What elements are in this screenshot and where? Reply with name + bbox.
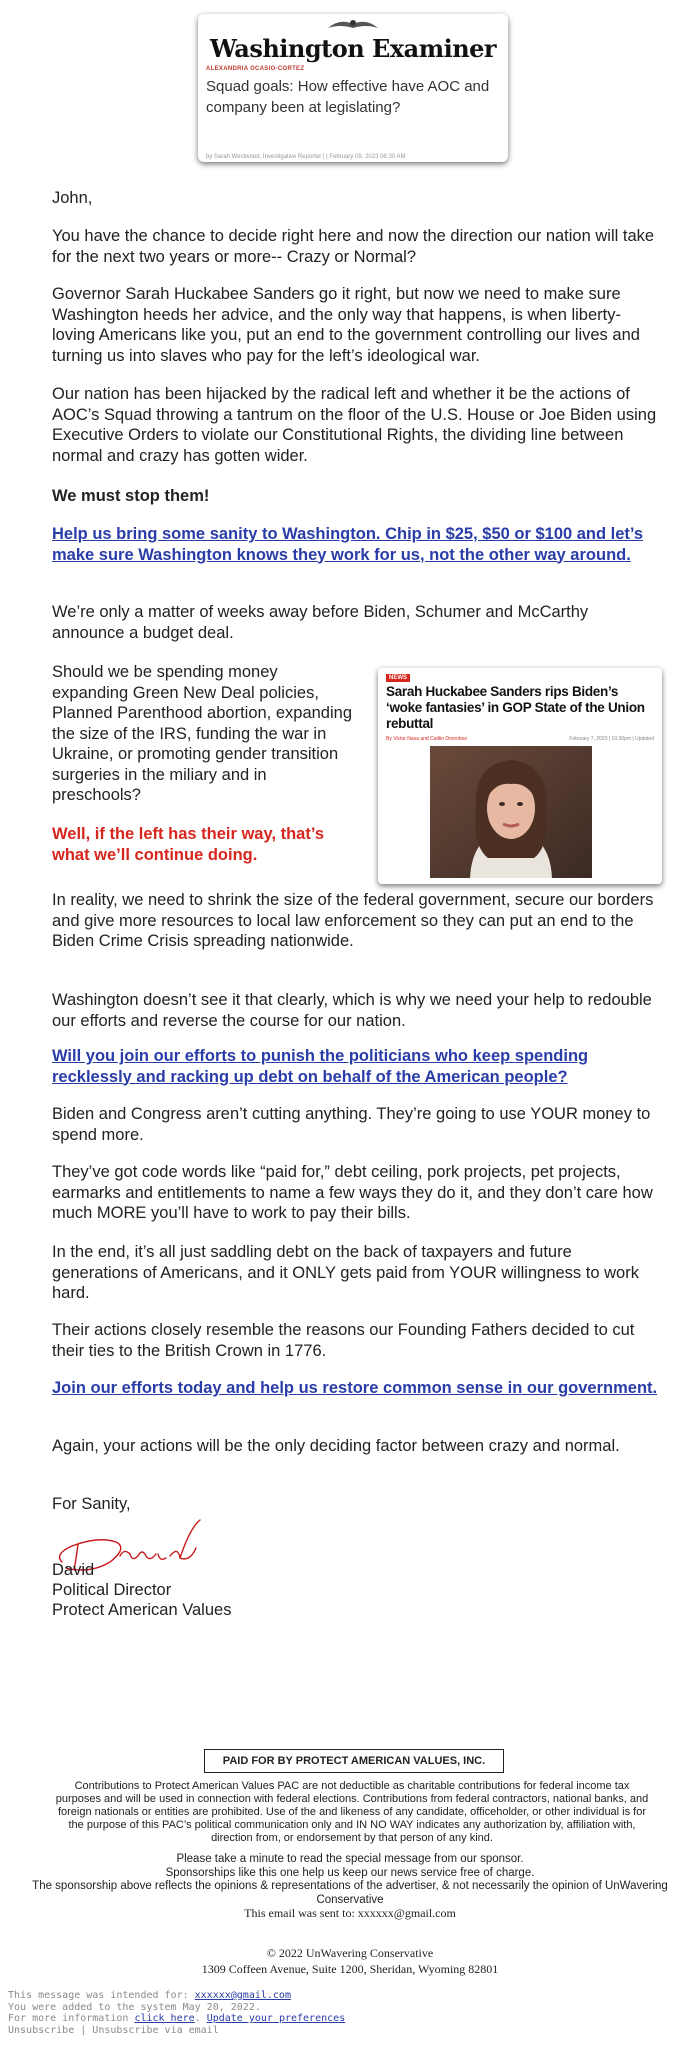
paragraph-8: In reality, we need to shrink the size of the federal government, secure our borders and give more resources to local law enforcement so they can put an end to the Biden Crime Crisis spreading nationwide.	[52, 891, 654, 950]
added-date-line: You were added to the system May 20, 2022.	[8, 2001, 261, 2013]
sponsor-notice-2: Sponsorships like this one help us keep our news service free of charge.	[165, 1866, 535, 1879]
paragraph-13: Their actions closely resemble the reasons our Founding Fathers decided to cut their ties to the British Crown in 1776.	[52, 1321, 635, 1360]
unsubscribe-link[interactable]: Unsubscribe	[8, 2024, 75, 2036]
sponsor-notice-3: The sponsorship above reflects the opinions & representations of the advertiser, & not necessarily the opinion of UnWavering Conservative	[32, 1880, 668, 1906]
signer-organization: Protect American Values	[52, 1601, 232, 1619]
mailing-address: 1309 Coffeen Avenue, Suite 1200, Sheridan, Wyoming 82801	[201, 1962, 499, 1976]
eagle-logo-icon	[326, 16, 380, 32]
paragraph-10: Biden and Congress aren’t cutting anything. They’re going to use YOUR money to spend more.	[52, 1105, 651, 1144]
legal-disclaimer: Contributions to Protect American Values PAC are not deductible as charitable contributions for federal income tax purposes and will be used in connection with federal elections. Contributions from federal contractors, national banks, and foreign nationals or entities are prohibited. Use of the and likeness of any candidate, officeholder, or other individual is for the purpose of this PAC’s political communication only and IN NO WAY indicates any authorization by, affiliation with, direction from, or endorsement by that person of any kind.	[55, 1780, 649, 1844]
paragraph-1: You have the chance to decide right here and now the direction our nation will take for the next two years or more-- Crazy or Normal?	[52, 227, 655, 266]
sent-to-notice: This email was sent to: xxxxxx@gmail.com	[244, 1906, 456, 1920]
call-to-action-heading: We must stop them!	[52, 487, 210, 505]
side-card-authors: By Victor Nava and Caitlin Doornbos	[386, 736, 468, 742]
sponsor-notice-1: Please take a minute to read the special message from our sponsor.	[176, 1853, 524, 1865]
unsubscribe-email-link[interactable]: Unsubscribe via email	[92, 2024, 219, 2036]
update-preferences-link[interactable]: Update your preferences	[206, 2013, 346, 2025]
click-here-link[interactable]: click here	[134, 2013, 195, 2025]
closing: For Sanity,	[52, 1495, 131, 1513]
article-byline: by Sarah Westwood, Investigative Reporter | | February 09, 2023 06:30 AM	[206, 154, 406, 160]
paragraph-6: Should we be spending money expanding Green New Deal policies, Planned Parenthood abortion, expanding the size of the IRS, funding the war in Ukraine, or promoting gender transition surgeries in the miliary and in preschools?	[52, 663, 352, 804]
paragraph-5: We’re only a matter of weeks away before Biden, Schumer and McCarthy announce a budget deal.	[52, 603, 589, 642]
news-header-card[interactable]	[198, 14, 508, 162]
paid-for-disclaimer: PAID FOR BY PROTECT AMERICAN VALUES, INC.	[204, 1749, 504, 1773]
donate-link-1[interactable]: Help us bring some sanity to Washington. Chip in $25, $50 or $100 and let’s make sure Washington knows they work for us, not the other way around.	[52, 525, 644, 564]
intended-for-line: This message was intended for: xxxxxx@gmail.com	[8, 1990, 291, 2001]
paragraph-12: In the end, it’s all just saddling debt on the back of taxpayers and future generations of Americans, and it ONLY gets paid from YOUR willingness to work hard.	[52, 1243, 639, 1302]
signer-name: David	[52, 1561, 95, 1579]
greeting: John,	[52, 189, 93, 207]
unsubscribe-line: Unsubscribe | Unsubscribe via email	[8, 2024, 219, 2036]
paragraph-3: Our nation has been hijacked by the radical left and whether it be the actions of AOC’s Squad throwing a tantrum on the floor of the U.S. House or Joe Biden using Executive Orders to violate our Constitutional Rights, the dividing line between normal and crazy has gotten wider.	[52, 385, 657, 465]
copyright-block	[0, 1945, 700, 1977]
paragraph-11: They’ve got code words like “paid for,” debt ceiling, pork projects, pet projects, earmarks and entitlements to name a few ways they do it, and they don’t care how much MORE you’ll have to work to pay their bills.	[52, 1163, 653, 1222]
alert-statement: Well, if the left has their way, that’s what we’ll continue doing.	[52, 825, 325, 864]
sponsor-notice	[30, 1853, 670, 1921]
speaker-photo	[430, 746, 592, 878]
side-card-title[interactable]: Sarah Huckabee Sanders rips Biden’s ‘woke fantasies’ in GOP State of the Union rebuttal	[386, 684, 645, 731]
donate-link-3[interactable]: Join our efforts today and help us restore common sense in our government.	[52, 1379, 658, 1397]
signer-title: Political Director	[52, 1581, 172, 1599]
copyright: © 2022 UnWavering Conservative	[266, 1946, 434, 1960]
paragraph-2: Governor Sarah Huckabee Sanders go it right, but now we need to make sure Washington heeds her advice, and the only way that happens, is when liberty-loving Americans like you, put an end to the government controlling our lives and turning us into slaves who pay for the left’s ideological war.	[52, 285, 640, 365]
side-card-date: February 7, 2023 | 10:30pm | Updated	[569, 736, 654, 742]
publication-brand: Washington Examiner	[209, 34, 497, 63]
news-badge: NEWS	[386, 674, 410, 682]
paragraph-14: Again, your actions will be the only deciding factor between crazy and normal.	[52, 1437, 620, 1455]
more-info-line: For more information click here. Update your preferences	[8, 2013, 346, 2025]
intended-email-link[interactable]: xxxxxx@gmail.com	[194, 1990, 291, 2001]
donate-link-2[interactable]: Will you join our efforts to punish the politicians who keep spending recklessly and racking up debt on behalf of the American people?	[52, 1047, 589, 1086]
subscription-info	[8, 1990, 408, 2036]
article-tag: ALEXANDRIA OCASIO-CORTEZ	[206, 66, 305, 72]
article-headline[interactable]: Squad goals: How effective have AOC and company been at legislating?	[206, 78, 490, 116]
news-side-card[interactable]	[378, 668, 662, 884]
paragraph-9: Washington doesn’t see it that clearly, which is why we need your help to redouble our efforts and reverse the course for our nation.	[52, 991, 652, 1030]
